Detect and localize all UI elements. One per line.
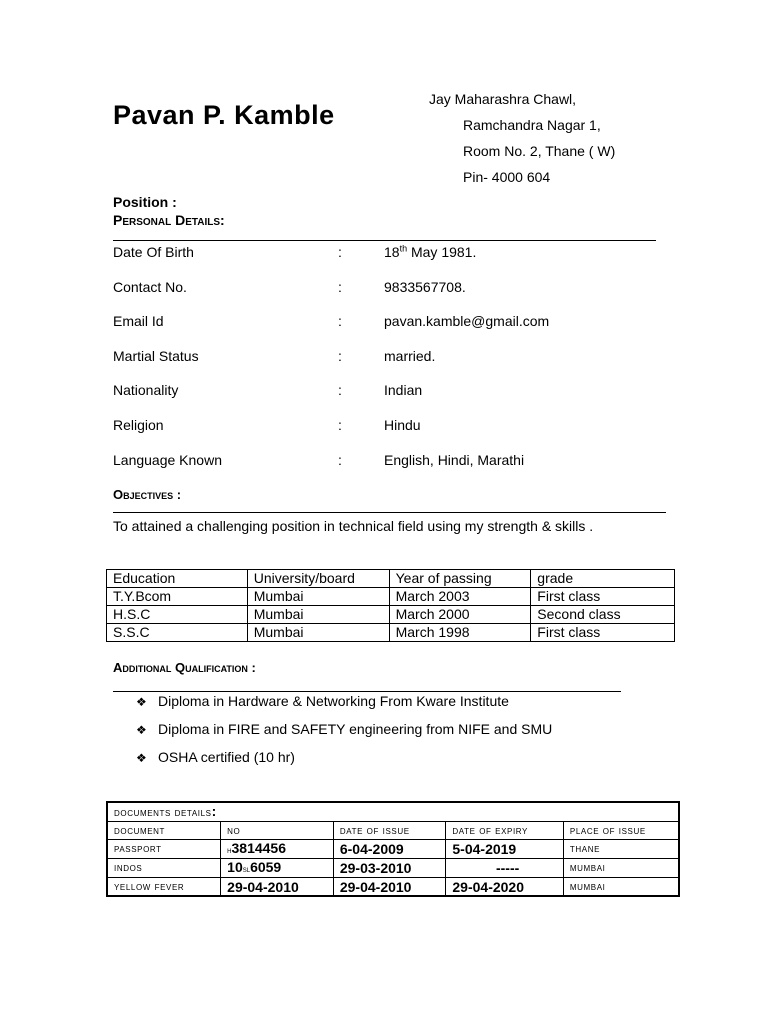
language-value: English, Hindi, Marathi: [384, 452, 525, 468]
table-cell: 10sl6059: [221, 859, 334, 878]
marital-status-value: married.: [384, 348, 436, 364]
qualification-list: [136, 689, 552, 773]
religion-label: Religion: [113, 417, 164, 433]
table-row: [107, 624, 675, 642]
table-cell: First class: [531, 624, 675, 642]
objectives-text: To attained a challenging position in technical field using my strength & skills .: [113, 518, 594, 534]
table-cell: mumbai: [563, 878, 679, 897]
university-header-cell: University/board: [247, 570, 389, 588]
marital-status-colon: :: [338, 348, 342, 364]
documents-title: documents details:: [107, 802, 679, 822]
table-cell: H.S.C: [107, 606, 248, 624]
table-cell: 29-04-2020: [446, 878, 564, 897]
diamond-bullet-icon: ❖: [136, 751, 147, 765]
email-value: pavan.kamble@gmail.com: [384, 313, 550, 329]
address-line-1: Jay Maharashra Chawl,: [429, 91, 577, 107]
table-row: [107, 570, 675, 588]
issue-date-header-cell: date of issue: [333, 822, 446, 840]
religion-colon: :: [338, 417, 342, 433]
nationality-value: Indian: [384, 382, 423, 398]
table-row: [107, 606, 675, 624]
contact-value: 9833567708.: [384, 279, 466, 295]
table-cell: Second class: [531, 606, 675, 624]
grade-header-cell: grade: [531, 570, 675, 588]
address-line-3: Room No. 2, Thane ( W): [463, 143, 616, 159]
table-cell: T.Y.Bcom: [107, 588, 248, 606]
dob-label: Date Of Birth: [113, 244, 194, 260]
table-cell: March 2003: [389, 588, 531, 606]
religion-value: Hindu: [384, 417, 421, 433]
table-cell: Mumbai: [247, 588, 389, 606]
year-header-cell: Year of passing: [389, 570, 531, 588]
email-colon: :: [338, 313, 342, 329]
table-cell: 29-04-2010: [333, 878, 446, 897]
objectives-heading: Objectives :: [113, 487, 182, 502]
expiry-date-header-cell: date of expiry: [446, 822, 564, 840]
table-cell: First class: [531, 588, 675, 606]
table-row: [107, 588, 675, 606]
table-row: [107, 878, 679, 897]
language-colon: :: [338, 452, 342, 468]
documents-table: [106, 801, 680, 897]
contact-colon: :: [338, 279, 342, 295]
contact-label: Contact No.: [113, 279, 187, 295]
table-cell: yellow fever: [107, 878, 221, 897]
address-line-4: Pin- 4000 604: [463, 169, 551, 185]
diamond-bullet-icon: ❖: [136, 723, 147, 737]
language-label: Language Known: [113, 452, 222, 468]
personal-divider: [113, 240, 656, 241]
address-line-2: Ramchandra Nagar 1,: [463, 117, 601, 133]
table-row: [107, 840, 679, 859]
table-cell: 29-03-2010: [333, 859, 446, 878]
nationality-label: Nationality: [113, 382, 179, 398]
dob-value: 18th May 1981.: [384, 243, 477, 260]
education-header-cell: Education: [107, 570, 248, 588]
table-cell: 29-04-2010: [221, 878, 334, 897]
table-cell: mumbai: [563, 859, 679, 878]
table-cell: S.S.C: [107, 624, 248, 642]
education-table: [106, 569, 675, 642]
personal-details-heading: Personal Details:: [113, 212, 225, 228]
table-row: [107, 822, 679, 840]
table-cell: thane: [563, 840, 679, 859]
table-cell: 6-04-2009: [333, 840, 446, 859]
table-row: [107, 802, 679, 822]
table-cell: -----: [446, 859, 564, 878]
list-item: ❖ OSHA certified (10 hr): [136, 745, 552, 773]
position-label: Position :: [113, 194, 177, 210]
table-cell: Mumbai: [247, 624, 389, 642]
dob-colon: :: [338, 244, 342, 260]
marital-status-label: Martial Status: [113, 348, 199, 364]
additional-qualification-heading: Additional Qualification :: [113, 660, 256, 675]
table-cell: 5-04-2019: [446, 840, 564, 859]
table-cell: March 2000: [389, 606, 531, 624]
table-cell: h3814456: [221, 840, 334, 859]
email-label: Email Id: [113, 313, 164, 329]
list-item: ❖ Diploma in Hardware & Networking From Kware Institute: [136, 689, 552, 717]
candidate-name: Pavan P. Kamble: [113, 100, 335, 130]
table-row: [107, 859, 679, 878]
objectives-divider: [113, 512, 666, 513]
nationality-colon: :: [338, 382, 342, 398]
table-cell: March 1998: [389, 624, 531, 642]
table-cell: Mumbai: [247, 606, 389, 624]
number-header-cell: no: [221, 822, 334, 840]
document-header-cell: document: [107, 822, 221, 840]
table-cell: passport: [107, 840, 221, 859]
list-item: ❖ Diploma in FIRE and SAFETY engineering from NIFE and SMU: [136, 717, 552, 745]
diamond-bullet-icon: ❖: [136, 695, 147, 709]
place-header-cell: place of issue: [563, 822, 679, 840]
table-cell: indos: [107, 859, 221, 878]
